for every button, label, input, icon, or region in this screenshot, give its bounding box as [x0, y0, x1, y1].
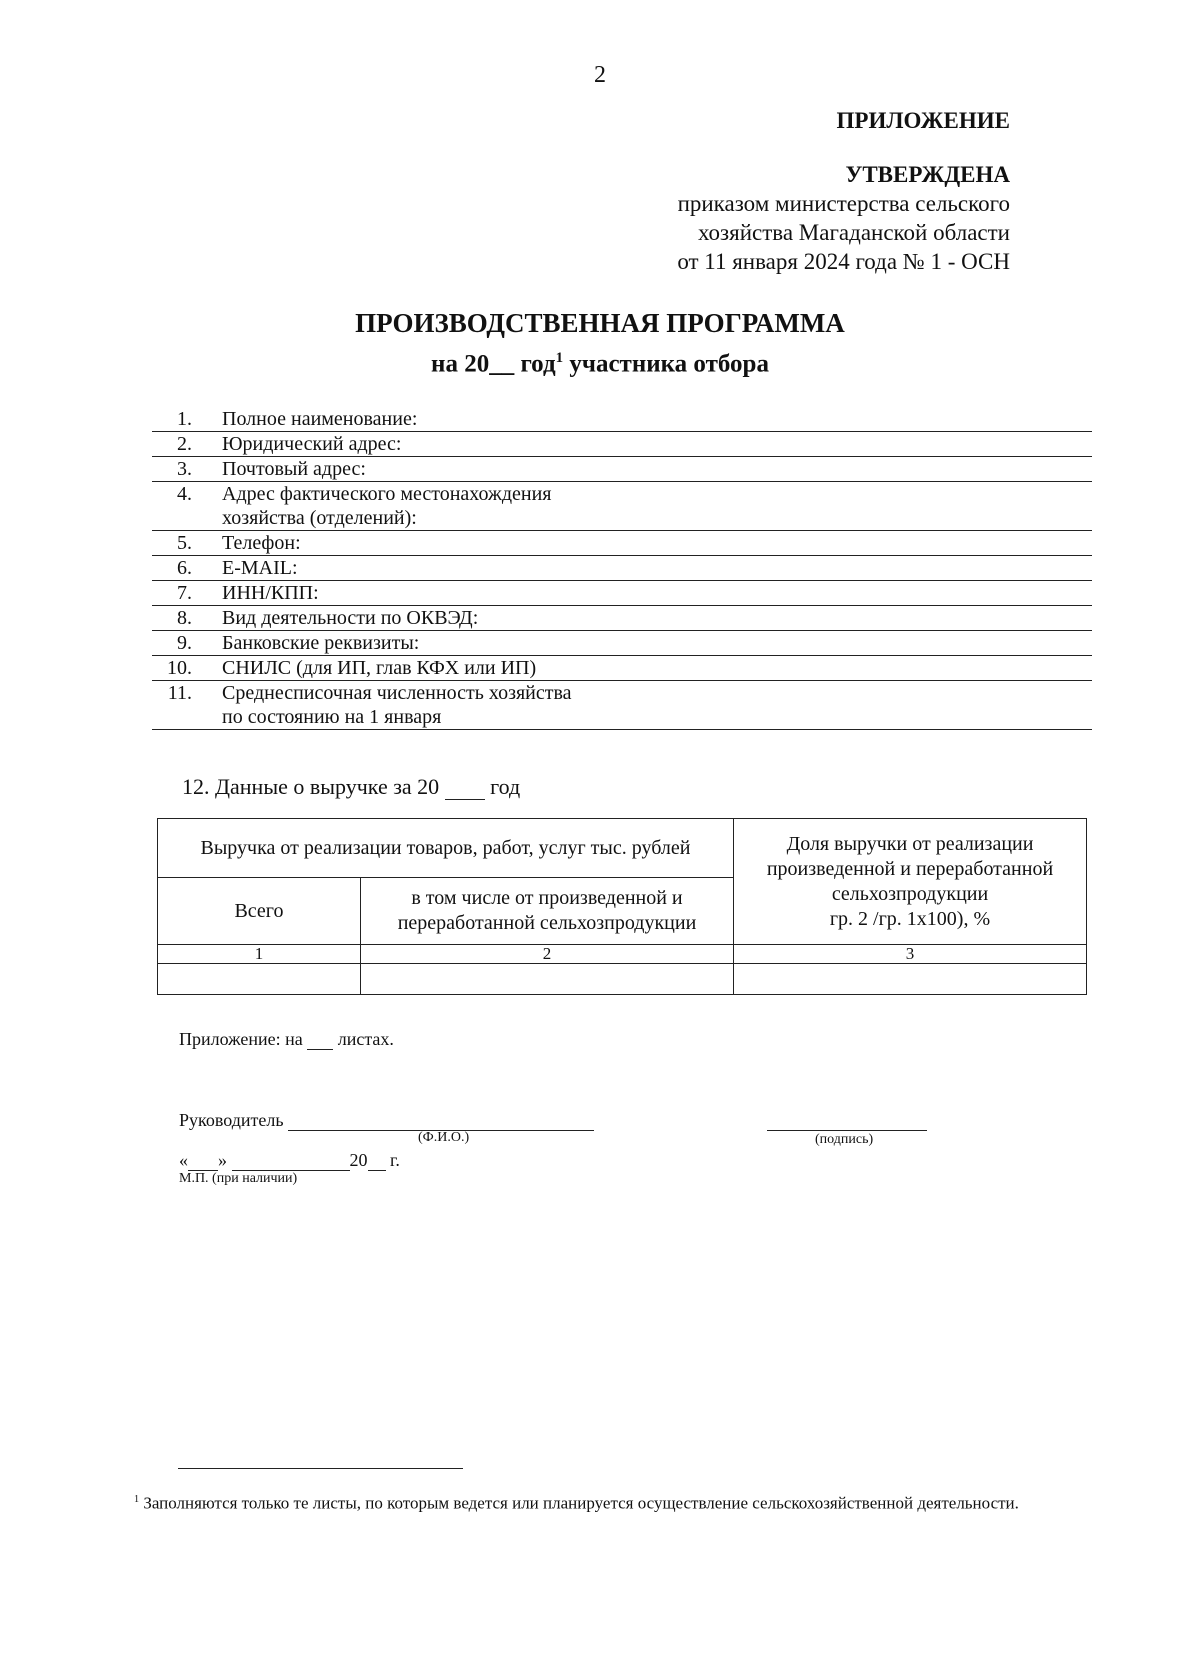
share-line-4: гр. 2 /гр. 1х100), %	[829, 907, 991, 930]
field-number: 1.	[177, 408, 192, 430]
field-row-10	[152, 656, 1092, 681]
revenue-table	[157, 818, 1087, 995]
attachment-suffix: листах.	[333, 1029, 394, 1049]
field-row-11	[152, 681, 1092, 730]
field-label-line-1: Среднесписочная численность хозяйства	[222, 682, 572, 704]
footnote-rule	[178, 1468, 463, 1469]
field-row-9	[152, 631, 1092, 656]
subtitle-part-1: на 20__ год	[431, 350, 556, 378]
year-blank	[445, 779, 485, 800]
col-number-3: 3	[734, 945, 1087, 964]
share-header-cell	[734, 819, 1087, 945]
footnote-mark: 1	[134, 1494, 140, 1505]
section-12-heading	[182, 774, 520, 800]
year-suffix: г.	[385, 1150, 400, 1170]
appendix-label: ПРИЛОЖЕНИЕ	[836, 108, 1010, 133]
data-cell-incl	[361, 964, 734, 995]
document-title: ПРОИЗВОДСТВЕННАЯ ПРОГРАММА	[355, 308, 845, 338]
field-label: Вид деятельности по ОКВЭД:	[222, 607, 479, 629]
subtitle-part-2: участника отбора	[563, 350, 769, 378]
total-header-cell: Всего	[158, 878, 361, 945]
field-number: 7.	[177, 582, 192, 604]
field-label: Почтовый адрес:	[222, 458, 366, 480]
month-blank	[232, 1153, 350, 1171]
approval-block	[677, 160, 1010, 276]
fio-caption: (Ф.И.О.)	[418, 1130, 470, 1145]
table-data-row	[158, 964, 1087, 995]
field-row-4	[152, 482, 1092, 531]
approved-label: УТВЕРЖДЕНА	[845, 162, 1010, 187]
field-label-line-2: по состоянию на 1 января	[222, 706, 442, 728]
attachment-text: Приложение: на	[179, 1029, 308, 1049]
field-number: 4.	[177, 483, 192, 505]
field-number: 6.	[177, 557, 192, 579]
field-number: 2.	[177, 433, 192, 455]
section-12-suffix: год	[484, 774, 521, 799]
data-cell-share	[734, 964, 1087, 995]
field-number: 11.	[167, 682, 192, 704]
year-blank-sign	[368, 1153, 386, 1171]
field-number: 9.	[177, 632, 192, 654]
sheets-blank	[307, 1032, 333, 1050]
data-cell-total	[158, 964, 361, 995]
approval-line-1: приказом министерства сельского	[677, 191, 1010, 216]
share-line-3: сельхозпродукции	[831, 882, 989, 905]
field-label: СНИЛС (для ИП, глав КФХ или ИП)	[222, 657, 537, 679]
approval-line-2: хозяйства Магаданской области	[697, 220, 1010, 245]
field-label: Банковские реквизиты:	[222, 632, 420, 654]
field-row-3	[152, 457, 1092, 482]
quote-open: «	[179, 1150, 188, 1170]
date-line	[179, 1150, 400, 1171]
field-row-5	[152, 531, 1092, 556]
footnote	[134, 1488, 1074, 1516]
field-number: 10.	[167, 657, 192, 679]
approval-line-3: от 11 января 2024 года № 1 - ОСН	[677, 249, 1010, 274]
stamp-note: М.П. (при наличии)	[179, 1171, 298, 1186]
section-12-text: 12. Данные о выручке за 20	[182, 774, 445, 799]
incl-line-2: переработанной сельхозпродукции	[397, 912, 697, 934]
field-label-line-1: Адрес фактического местонахождения	[222, 483, 552, 505]
field-row-1	[152, 407, 1092, 432]
field-label: Юридический адрес:	[222, 433, 402, 455]
signature-blank	[767, 1110, 927, 1131]
incl-header-cell	[361, 878, 734, 945]
year-prefix: 20	[349, 1150, 368, 1170]
field-number: 8.	[177, 607, 192, 629]
footnote-text: Заполняются только те листы, по которым ведется или планируется осуществление сельскохозяйственной деятельности.	[139, 1493, 1019, 1513]
field-row-2	[152, 432, 1092, 457]
fio-blank	[288, 1113, 594, 1131]
head-label: Руководитель	[179, 1110, 284, 1130]
field-label	[222, 681, 572, 729]
field-label: Телефон:	[222, 532, 301, 554]
field-row-8	[152, 606, 1092, 631]
footnote-ref: 1	[555, 350, 564, 366]
column-number-row	[158, 945, 1087, 964]
table-header-row	[158, 819, 1087, 878]
head-signature-line	[179, 1110, 594, 1131]
quote-close: »	[218, 1150, 227, 1170]
document-subtitle	[0, 350, 1200, 378]
col-number-1: 1	[158, 945, 361, 964]
field-label: E-MAIL:	[222, 557, 298, 579]
field-label-line-2: хозяйства (отделений):	[222, 507, 417, 529]
field-row-7	[152, 581, 1092, 606]
field-label	[222, 482, 552, 530]
revenue-header-cell: Выручка от реализации товаров, работ, услуг тыс. рублей	[158, 819, 734, 878]
incl-line-1: в том числе от произведенной и	[411, 887, 683, 909]
page-number: 2	[594, 62, 606, 88]
share-line-2: произведенной и переработанной	[766, 857, 1054, 880]
requisites-list	[152, 407, 1092, 730]
field-number: 3.	[177, 458, 192, 480]
col-number-2: 2	[361, 945, 734, 964]
share-line-1: Доля выручки от реализации	[786, 832, 1034, 855]
field-label: ИНН/КПП:	[222, 582, 319, 604]
attachment-line	[179, 1029, 394, 1050]
field-row-6	[152, 556, 1092, 581]
signature-caption: (подпись)	[815, 1132, 874, 1147]
field-label: Полное наименование:	[222, 408, 418, 430]
day-blank	[188, 1153, 218, 1171]
field-number: 5.	[177, 532, 192, 554]
